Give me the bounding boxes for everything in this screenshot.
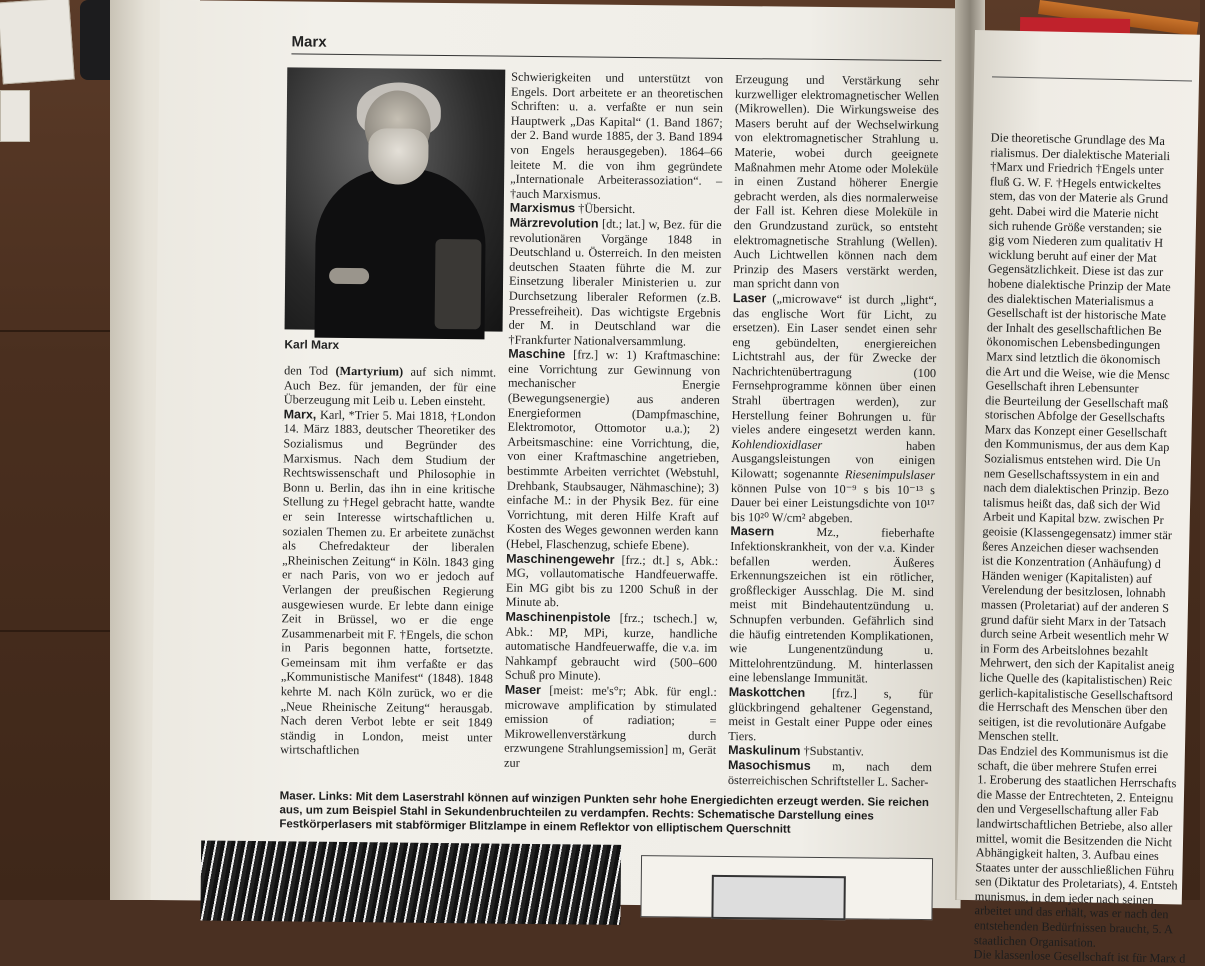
figure-caption: Maser. Links: Mit dem Laserstrahl können auf winzigen Punkten sehr hohe Energiedichten erzeugt werden. Sie reichen aus, um zum Beispiel Stahl in Sekundenbruchteilen zu verdampfen. Rechts: Schematische Darstellung eines Festkörperlasers mit stabförmiger Blitzlampe in einem Reflektor von elliptischem Querschnitt xyxy=(279,790,929,836)
right-page-line: Mehrwert, den sich der Kapitalist aneig xyxy=(979,655,1175,674)
right-page-line: ßeres Anzeichen dieser wachsenden xyxy=(982,538,1159,557)
right-page-line: Gesellschaft ihren Lebensunter xyxy=(985,378,1139,396)
headword-marx: Marx, xyxy=(283,407,317,422)
headword: Masochismus xyxy=(727,757,811,773)
right-page-line: Menschen stellt. xyxy=(978,728,1059,745)
column-1 xyxy=(280,363,496,759)
right-page-line: staatlichen Organisation. xyxy=(973,932,1097,950)
right-page-line: schaft, die über mehrere Stufen errei xyxy=(977,757,1158,776)
entry-maser xyxy=(504,683,717,773)
right-page xyxy=(957,30,1200,966)
photo-caption: Karl Marx xyxy=(284,337,340,352)
left-page xyxy=(151,0,970,908)
entry-maschinenpistole xyxy=(505,610,718,685)
right-page-line: Arbeit und Kapital bzw. zwischen Pr xyxy=(982,509,1164,528)
right-page-line: Gegensätzlichkeit. Diese ist das zur xyxy=(987,261,1164,280)
right-page-line: Verelendung der besitzlosen, lohnabh xyxy=(981,582,1166,601)
right-page-line: landwirtschaftlichen Betriebe, also aller xyxy=(976,816,1173,835)
entry-maerzrevolution xyxy=(508,216,721,350)
photo-hand xyxy=(329,268,369,284)
headword: Laser xyxy=(732,290,767,306)
right-page-line: 1. Eroberung des staatlichen Herrschafts xyxy=(977,772,1177,791)
right-page-line: Die klassenlose Gesellschaft ist für Marx d xyxy=(973,947,1186,966)
right-page-line: talismus heißt das, daß sich der Wid xyxy=(982,495,1161,513)
right-page-line: stem, das von der Materie als Grund xyxy=(989,188,1169,207)
entry-text-italic: Kohlendioxidlaser xyxy=(731,436,823,452)
right-page-line: †Marx und Friedrich †Engels unter xyxy=(989,159,1164,178)
right-page-line: nem Gesellschaftssystem in ein and xyxy=(983,465,1160,484)
marx-entry-continued: Schwierigkeiten und unterstützt von Engels. Dort arbeitete er an theoretischen Schriften: u. a. verfaßte er nun sein Hauptwerk „Das Kapital“ (1. Band 1867; der 2. Band wurde 1885, der 3. Band 1894 von Engels herausgegeben). 1864–66 leitete M. die von ihm gegründete „Internationale Arbeiterassoziation“. – †auch Marxismus. xyxy=(509,69,724,202)
right-page-line: geoisie (Klassengegensatz) immer stär xyxy=(982,524,1173,543)
portrait-photo xyxy=(285,67,506,331)
header-rule xyxy=(291,53,941,61)
text-span: den Tod xyxy=(284,363,336,378)
right-page-line: wicklung beruht auf einer der Mat xyxy=(988,247,1157,265)
laser-diagram-reflector xyxy=(711,875,845,920)
column-3 xyxy=(728,72,939,789)
laser-diagram xyxy=(640,855,933,920)
right-page-line: Das Endziel des Kommunismus ist die xyxy=(977,743,1169,762)
right-page-line: seitigen, ist die revolutionäre Aufgabe xyxy=(978,713,1167,732)
right-page-line: sen (Diktatur des Proletariats), 4. Entsteh xyxy=(975,874,1178,893)
right-page-line: hobene dialektische Prinzip der Mate xyxy=(987,276,1171,295)
maser-entry-continued: Erzeugung und Verstärkung sehr kurzwelliger elektromagnetischer Wellen (Mikrowellen). Die Wirkungsweise des Masers beruht auf der Wechselwirkung von elektromagnetischer Strahlung u. Materie, wobei durch geeignete Maßnahmen mehr Atome oder Moleküle in einen Zustand höherer Energie gebracht werden, als dies normalerweise der Fall ist. Kehren diese Moleküle in den Grundzustand zurück, so entsteht elektromagnetische Strahlung (Wellen). Auch Lichtwellen können nach dem Prinzip des Masers verstärkt werden, man spricht dann von xyxy=(732,72,940,292)
entry-text: haben Ausgangsleistungen von einigen Kilowatt; sogenannte xyxy=(731,437,936,482)
right-page-line: Abhängigkeit halten, 3. Aufbau eines xyxy=(975,845,1159,864)
right-page-line: gerlich-kapitalistische Gesellschaftsord xyxy=(978,684,1173,703)
entry-text: können Pulse von 10⁻⁹ s bis 10⁻¹³ s Dauer bei einer Leistungsdichte von 10¹⁷ bis 10²⁰ W/cm² abgeben. xyxy=(730,480,935,526)
entry-text: †Übersicht. xyxy=(575,201,636,217)
headword: Märzrevolution xyxy=(509,215,599,231)
entry-text: m, nach dem österreichischen Schriftsteller L. Sacher- xyxy=(727,758,933,789)
page-header: Marx xyxy=(291,33,327,51)
laser-photo xyxy=(200,840,621,924)
right-page-line: die Masse der Entrechteten, 2. Enteignu xyxy=(976,786,1174,806)
headword: Maschinengewehr xyxy=(506,551,615,567)
text-span-bold: (Martyrium) xyxy=(335,363,404,379)
entry-text: [meist: me's°r; Abk. für engl.: microwave amplification by stimulated emission of radiation; = Mikrowellenverstärkung durch erzwungene Strahlungsemission] m, Gerät zur xyxy=(503,682,717,770)
right-page-line: mittel, womit die Besitzenden die Nicht xyxy=(975,830,1173,849)
headword: Masern xyxy=(730,524,775,539)
entry-maschinengewehr xyxy=(506,551,719,612)
headword: Maskottchen xyxy=(728,684,806,700)
entry-text: Mz., fieberhafte Infektionskrankheit, von der v.a. Kinder befallen werden. Äußeres Erkennungszeichen ist ein rötlicher, großfleckiger Ausschlag. Die M. sind meist mit Bindehautentzündung u. Schnupfen verbunden. Gefährlich sind die häufig eintretenden Komplikationen, wie Lungenentzündung u. Mittelohrentzündung. M. hinterlassen eine lebenslange Immunität. xyxy=(728,524,935,686)
right-page-line: durch seine Arbeit wesentlich mehr W xyxy=(980,626,1170,645)
right-page-line: die Herrschaft des Menschen über den xyxy=(978,699,1168,718)
right-page-line: den und Vergesellschaftung aller Fab xyxy=(976,801,1159,820)
right-page-line: Händen weniger (Kapitalisten) auf xyxy=(981,568,1153,586)
headword: Maschine xyxy=(508,346,566,362)
entry-text: [frz.; tschech.] w, Abk.: MP, MPi, kurze, handliche automatische Handfeuerwaffe, die v.a. im Nahkampf gebraucht wird (500–600 Schuß pro Minute). xyxy=(504,610,718,683)
right-page-line: gig vom Niederen zum qualitativ H xyxy=(988,232,1164,251)
right-page-line: rialismus. Der dialektische Materiali xyxy=(990,144,1171,163)
right-page-line: entstehenden Bedürfnissen braucht, 5. A xyxy=(974,918,1174,937)
right-page-line: Marx sind letztlich die ökonomisch xyxy=(986,349,1161,367)
headword: Marxismus xyxy=(509,201,576,216)
right-page-line: Marx das Konzept einer Gesellschaft xyxy=(984,422,1168,440)
right-page-line: den Kommunismus, der aus dem Kap xyxy=(984,436,1170,455)
entry-laser xyxy=(731,291,937,527)
entry-masern xyxy=(729,524,935,687)
entry-text: [frz.] s, für glückbringend gehaltener Gegenstand, meist in Gestalt einer Puppe oder eines Tiers. xyxy=(728,685,933,744)
right-page-line: ökonomischen Lebensbedingungen xyxy=(986,334,1161,353)
entry-text: [frz.; dt.] s, Abk.: MG, vollautomatische Handfeuerwaffe. Ein MG gibt bis zu 1200 Schuß in der Minute ab. xyxy=(505,552,719,610)
entry-text: („microwave“ ist durch „light“, das englische Wort für Licht, zu ersetzen). Ein Laser sendet einen sehr eng gebündelten, energiereichen Lichtstrahl aus, der für Zwecke der Nachrichtenübertragung (100 Fernsehprogramme können über einen Strahl übertragen werden), zur Herstellung feiner Bohrungen u. für vieles andere eingesetzt werden kann. xyxy=(731,291,937,439)
column-2 xyxy=(504,70,723,773)
right-page-line: in Form des Arbeitslohnes bezahlt xyxy=(979,641,1149,659)
entry-martyrium-end xyxy=(284,363,496,409)
entry-marx-text: Karl, *Trier 5. Mai 1818, †London 14. März 1883, deutscher Theoretiker des Sozialismus und Begründer des Marxismus. Nach dem Studium der Rechtswissenschaft und Philosophie in Bonn u. Berlin, das ihn in eine kritische Stellung zu †Hegel gebracht hatte, wandte er sein Interesse wirtschaftlichen u. sozialen Themen zu. Er arbeitete zunächst als Chefredakteur der liberalen „Rheinischen Zeitung“ in Köln. 1843 ging er nach Paris, von wo er jedoch auf Verlangen der preußischen Regierung ausgewiesen wurde. Er lebte dann einige Zeit in Brüssel, wo er die enge Zusammenarbeit mit F. †Engels, die schon in Paris begonnen hatte, fortsetzte. Gemeinsam mit ihm verfaßte er das „Kommunistische Manifest“ (1848). 1848 kehrte M. nach Köln zurück, wo er die „Neue Rheinische Zeitung“ herausgab. Nach deren Verbot lebte er seit 1849 ständig in London, meist unter wirtschaftlichen xyxy=(280,407,496,758)
right-page-line: storischen Abfolge der Gesellschafts xyxy=(984,407,1166,426)
right-page-line: munismus, in dem jeder nach seinen xyxy=(974,889,1154,907)
right-page-line: Die theoretische Grundlage des Ma xyxy=(990,130,1166,148)
headword: Maskulinum xyxy=(728,743,801,759)
right-page-line: nach dem dialektischen Prinzip. Bezo xyxy=(983,480,1169,499)
right-page-line: sich ruhende Größe verstanden; sie xyxy=(988,217,1162,236)
headword: Maser xyxy=(504,682,542,697)
right-page-line: massen (Proletariat) auf der anderen S xyxy=(980,597,1170,616)
paper-scrap xyxy=(0,0,75,84)
right-page-line: geht. Dabei wird die Materie nicht xyxy=(989,203,1159,221)
right-page-line: arbeitet und das erhält, was er nach den xyxy=(974,903,1169,922)
entry-text: †Substantiv. xyxy=(800,744,864,759)
right-page-rule xyxy=(992,76,1192,81)
photo-chair xyxy=(435,239,482,329)
entry-marx xyxy=(280,407,496,759)
right-page-line: liche Quelle des (kapitalistischen) Reic xyxy=(979,670,1173,689)
right-page-line: Staates unter der ausschließlichen Führu xyxy=(975,859,1175,879)
right-page-line: die Art und die Weise, wie die Mensc xyxy=(985,363,1170,382)
right-page-line: Sozialismus entstehen wird. Die Un xyxy=(983,451,1161,470)
right-page-line: die Beurteilung der Gesellschaft maß xyxy=(985,392,1169,411)
entry-masochismus xyxy=(728,758,932,789)
entry-text: [dt.; lat.] w, Bez. für die revolutionären Vorgänge 1848 in Deutschland u. Österreich. In den meisten deutschen Staaten führte die M. zur Einsetzung liberaler Ministerien u. zur Durchsetzung liberaler Reformen (z.B. Pressefreiheit). Das wichtigste Ergebnis der M. in Deutschland war die †Frankfurter Nationalversammlung. xyxy=(508,216,722,349)
right-page-line: grund dafür sieht Marx in der Tatsach xyxy=(980,611,1167,630)
entry-maschine xyxy=(506,347,720,554)
photo-beard xyxy=(368,128,429,185)
right-page-line: des dialektischen Materialismus a xyxy=(987,290,1154,309)
right-page-line: fluß G. W. F. †Hegels entwickeltes xyxy=(989,174,1162,192)
right-page-line: Gesellschaft ist der historische Mate xyxy=(986,305,1167,324)
entry-maskottchen xyxy=(728,685,933,746)
right-page-line: ist die Konzentration (Anhäufung) d xyxy=(981,553,1161,572)
right-page-line: der Inhalt des gesellschaftlichen Be xyxy=(986,320,1162,338)
text-span: auf sich nimmt. Auch Bez. für jemanden, der für eine Überzeugung mit Leib u. Leben einsteht. xyxy=(283,364,497,409)
headword: Maschinenpistole xyxy=(505,609,611,625)
paper-scrap xyxy=(0,90,30,142)
right-page-column xyxy=(973,130,1200,966)
entry-text-italic: Riesenimpulslaser xyxy=(844,467,936,483)
entry-text: [frz.] w: 1) Kraftmaschine: eine Vorrichtung zur Gewinnung von mechanischer Energie (Bewegungsenergie) aus anderen Energieformen (Dampfmaschine, Elektromotor, Ottomotor u.a.); 2) Arbeitsmaschine: eine Vorrichtung, die, von einer Kraftmaschine angetrieben, bestimmte Arbeiten verrichtet (Webstuhl, Drehbank, Staubsauger, Nähmaschine); 3) einfache M.: in der Physik Bez. für eine Vorrichtung, mit deren Hilfe Kraft auf Kosten des Weges gewonnen werden kann (Hebel, Flaschenzug, schiefe Ebene). xyxy=(506,347,721,553)
